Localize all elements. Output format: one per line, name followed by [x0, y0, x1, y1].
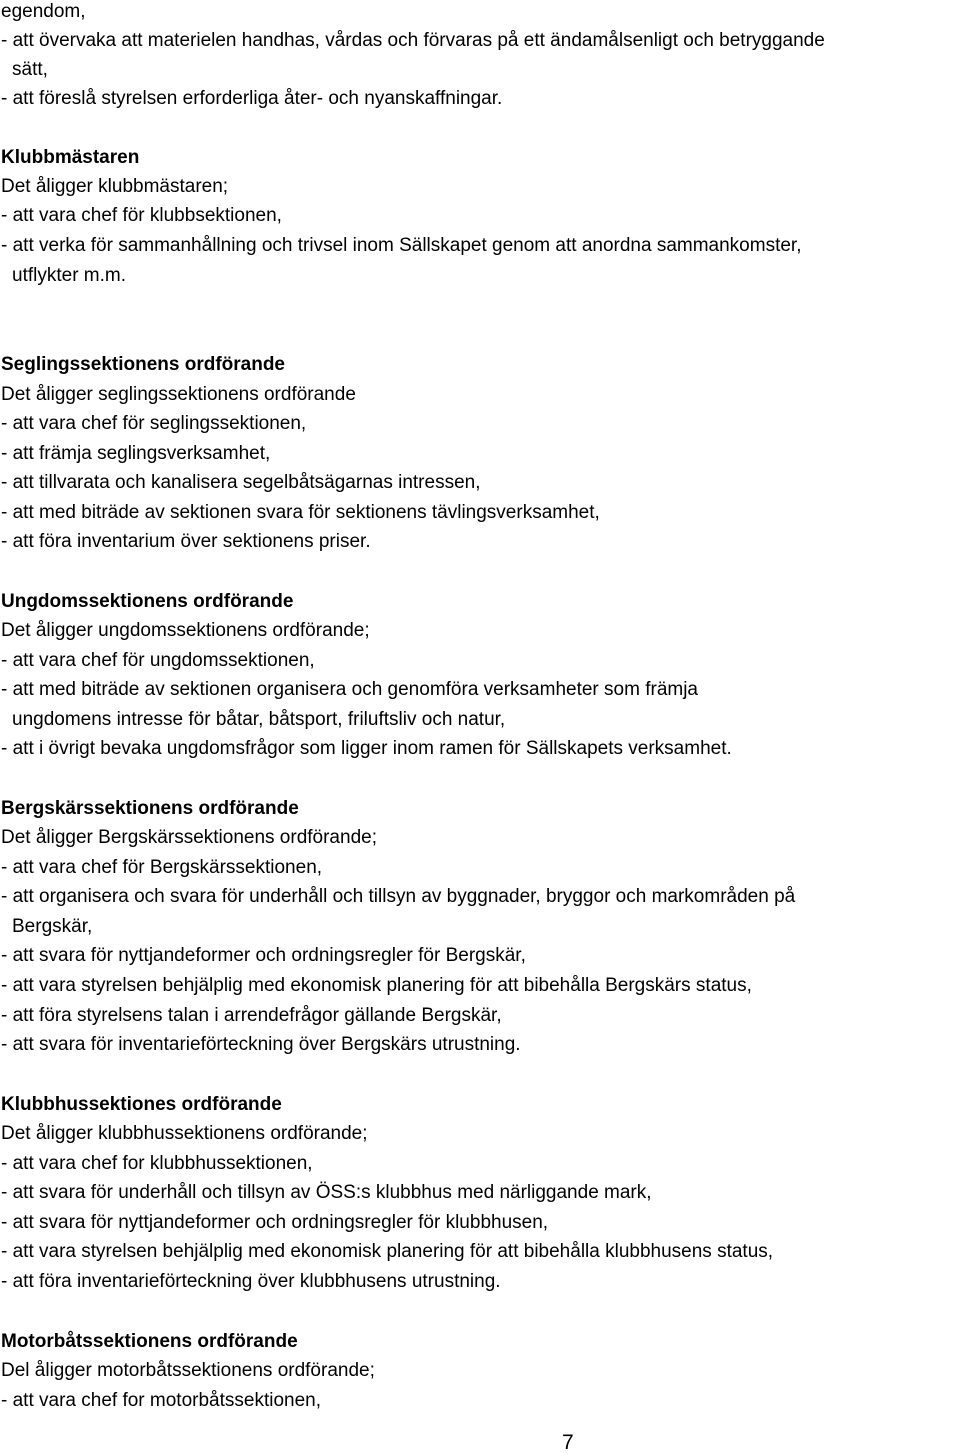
section-line: - att vara styrelsen behjälplig med ekonomisk planering för att bibehålla Bergskärs status, — [1, 975, 752, 996]
section-line: - att svara för nyttjandeformer och ordningsregler för klubbhusen, — [1, 1212, 549, 1233]
intro-line: - att övervaka att materielen handhas, vårdas och förvaras på ett ändamålsenligt och betryggande — [1, 30, 825, 51]
page-number: 7 — [562, 1431, 574, 1454]
section-line: - att vara chef för klubbsektionen, — [1, 205, 282, 226]
section-line: - att svara för nyttjandeformer och ordningsregler för Bergskär, — [1, 945, 526, 966]
section-line: - att med biträde av sektionen svara för sektionens tävlingsverksamhet, — [1, 502, 600, 523]
section-line: - att med biträde av sektionen organisera och genomföra verksamheter som främja — [1, 679, 698, 700]
section-line: Det åligger klubbmästaren; — [1, 176, 229, 197]
section-heading-ungdomssektionen: Ungdomssektionens ordförande — [1, 591, 294, 612]
section-line: ungdomens intresse för båtar, båtsport, friluftsliv och natur, — [12, 709, 506, 730]
section-heading-bergskarssektionen: Bergskärssektionens ordförande — [1, 798, 299, 819]
section-line: Det åligger Bergskärssektionens ordförande; — [1, 827, 377, 848]
intro-line: sätt, — [12, 59, 48, 80]
section-line: - att verka för sammanhållning och trivsel inom Sällskapet genom att anordna sammankomster, — [1, 235, 802, 256]
section-line: - att svara för inventarieförteckning över Bergskärs utrustning. — [1, 1034, 521, 1055]
section-line: - att främja seglingsverksamhet, — [1, 443, 271, 464]
section-line: utflykter m.m. — [12, 265, 127, 286]
section-line: - att vara chef för ungdomssektionen, — [1, 650, 315, 671]
section-line: Det åligger klubbhussektionens ordförande; — [1, 1123, 368, 1144]
section-heading-seglingssektionen: Seglingssektionens ordförande — [1, 354, 285, 375]
section-line: Bergskär, — [12, 916, 93, 937]
section-line: - att vara chef för seglingssektionen, — [1, 413, 307, 434]
section-line: - att föra styrelsens talan i arrendefrågor gällande Bergskär, — [1, 1005, 502, 1026]
section-line: - att föra inventarium över sektionens priser. — [1, 531, 371, 552]
section-line: - att organisera och svara för underhåll och tillsyn av byggnader, bryggor och markområden på — [1, 886, 796, 907]
section-line: - att i övrigt bevaka ungdomsfrågor som ligger inom ramen för Sällskapets verksamhet. — [1, 738, 732, 759]
section-heading-klubbmastaren: Klubbmästaren — [1, 147, 140, 168]
section-line: - att vara chef for klubbhussektionen, — [1, 1153, 313, 1174]
section-heading-klubbhussektionen: Klubbhussektiones ordförande — [1, 1094, 282, 1115]
section-line: - att tillvarata och kanalisera segelbåtsägarnas intressen, — [1, 472, 481, 493]
intro-line: egendom, — [1, 1, 86, 22]
section-line: - att vara chef för Bergskärssektionen, — [1, 857, 323, 878]
section-line: - att föra inventarieförteckning över klubbhusens utrustning. — [1, 1271, 501, 1292]
section-line: - att vara chef for motorbåtssektionen, — [1, 1390, 321, 1411]
section-line: Del åligger motorbåtssektionens ordförande; — [1, 1360, 375, 1381]
section-heading-motorbatssektionen: Motorbåtssektionens ordförande — [1, 1331, 298, 1352]
intro-line: - att föreslå styrelsen erforderliga åter- och nyanskaffningar. — [1, 88, 503, 109]
section-line: - att vara styrelsen behjälplig med ekonomisk planering för att bibehålla klubbhusens status, — [1, 1241, 774, 1262]
section-line: Det åligger ungdomssektionens ordförande; — [1, 620, 370, 641]
section-line: - att svara för underhåll och tillsyn av ÖSS:s klubbhus med närliggande mark, — [1, 1182, 652, 1203]
section-line: Det åligger seglingssektionens ordförande — [1, 384, 356, 405]
